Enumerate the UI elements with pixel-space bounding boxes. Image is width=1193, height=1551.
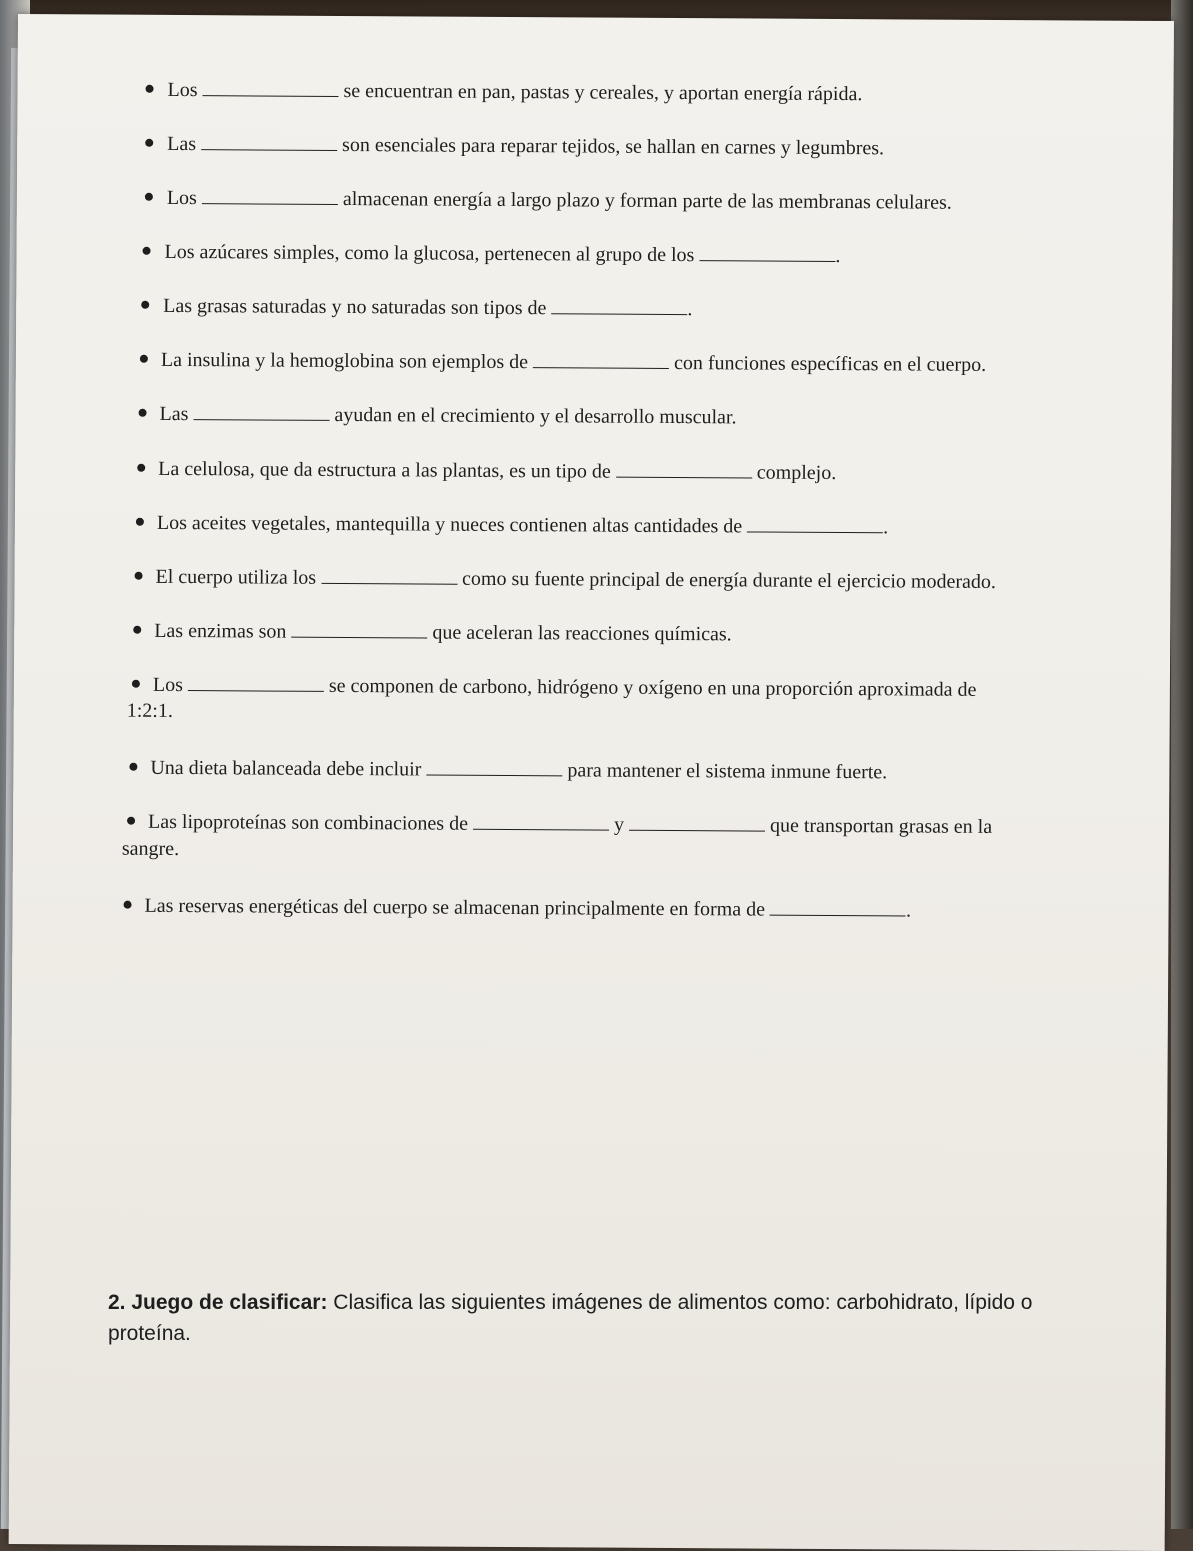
section-text: Clasifica las siguientes imágenes de alimentos como: carbohidrato, lípido o proteína.: [108, 1291, 1033, 1345]
list-item: [164, 241, 840, 268]
item-text-after: almacenan energía a largo plazo y forman parte de las membranas celulares.: [342, 187, 952, 214]
answer-blank[interactable]: [201, 148, 337, 151]
item-text-before: Las lipoproteínas son combinaciones de: [148, 810, 469, 835]
background-right: [1171, 0, 1193, 1529]
answer-blank[interactable]: [291, 636, 427, 639]
item-text-before: Las: [159, 402, 189, 426]
list-item: [144, 895, 911, 923]
answer-blank[interactable]: [747, 530, 883, 533]
answer-blank[interactable]: [533, 366, 669, 369]
item-text-before: Las grasas saturadas y no saturadas son tipos de: [163, 294, 547, 320]
item-text-before: La celulosa, que da estructura a las plantas, es un tipo de: [158, 457, 611, 483]
list-item: [155, 566, 995, 594]
item-text-middle: y: [613, 813, 625, 836]
answer-blank[interactable]: [616, 476, 752, 479]
list-item: [167, 187, 952, 215]
item-text-after: .: [835, 244, 841, 268]
item-text-before: El cuerpo utiliza los: [155, 565, 317, 589]
list-item: [157, 512, 888, 539]
bullet: [141, 301, 149, 309]
item-text-before: Los aceites vegetales, mantequilla y nueces contienen altas cantidades de: [156, 511, 743, 538]
answer-blank[interactable]: [473, 828, 609, 831]
item-text-after: que transportan grasas en la: [769, 814, 993, 838]
bullet: [143, 247, 151, 255]
item-text-after: para mantener el sistema inmune fuerte.: [567, 759, 888, 784]
item-text-after: ayudan en el crecimiento y el desarrollo muscular.: [334, 403, 737, 429]
item-text-after: se encuentran en pan, pastas y cereales, y aportan energía rápida.: [343, 79, 863, 106]
item-text-before: Las enzimas son: [154, 619, 287, 643]
section-heading: Juego de clasificar:: [131, 1291, 328, 1314]
list-item: [159, 403, 736, 430]
list-item: [153, 674, 977, 702]
item-text-after: complejo.: [756, 461, 837, 485]
item-text-before: Los: [152, 673, 183, 697]
item-text-after: como su fuente principal de energía durante el ejercicio moderado.: [462, 567, 996, 593]
list-item: [161, 349, 986, 377]
item-text-after: .: [905, 899, 912, 922]
bullet: [127, 817, 135, 825]
answer-blank[interactable]: [770, 914, 906, 917]
list-item: [167, 133, 884, 160]
list-item: [158, 458, 836, 485]
item-text-after: con funciones específicas en el cuerpo.: [673, 352, 987, 376]
bullet: [135, 572, 143, 580]
section-number: 2.: [108, 1291, 126, 1314]
answer-blank[interactable]: [202, 202, 338, 205]
item-text-before: Una dieta balanceada debe incluir: [150, 756, 422, 781]
list-item: [163, 295, 692, 321]
answer-blank[interactable]: [629, 829, 765, 832]
item-text-before: Las: [167, 132, 197, 156]
answer-blank[interactable]: [203, 94, 339, 97]
bullet: [129, 763, 137, 771]
item-text-before: Las reservas energéticas del cuerpo se almacenan principalmente en forma de: [144, 894, 766, 921]
bullet: [140, 355, 148, 363]
item-text-after: .: [883, 516, 889, 539]
answer-blank[interactable]: [188, 689, 324, 692]
item-text-after: se componen de carbono, hidrógeno y oxígeno en una proporción aproximada de: [328, 674, 977, 701]
list-item: [167, 79, 862, 106]
bullet: [132, 680, 140, 688]
item-text-before: Los: [167, 78, 198, 102]
bullet: [145, 193, 153, 201]
item-text-after: .: [687, 298, 693, 321]
item-text-before: La insulina y la hemoglobina son ejemplos de: [160, 348, 529, 374]
section-2-instructions: [108, 1287, 1098, 1349]
list-item: [150, 757, 887, 785]
answer-blank[interactable]: [426, 774, 562, 777]
bullet: [133, 626, 141, 634]
answer-blank[interactable]: [193, 418, 329, 421]
item-text-before: Los: [166, 186, 197, 210]
list-item-continuation: 1:2:1.: [126, 699, 173, 722]
bullet: [145, 139, 153, 147]
answer-blank[interactable]: [699, 259, 835, 262]
list-item: [154, 620, 732, 647]
answer-blank[interactable]: [551, 312, 687, 315]
item-text-before: Los azúcares simples, como la glucosa, pertenecen al grupo de los: [164, 240, 695, 267]
item-text-after: son esenciales para reparar tejidos, se hallan en carnes y legumbres.: [342, 133, 885, 160]
bullet: [137, 464, 145, 472]
bullet: [124, 901, 132, 909]
answer-blank[interactable]: [321, 582, 457, 585]
item-text-after: que aceleran las reacciones químicas.: [432, 621, 732, 646]
bullet: [146, 85, 154, 93]
bullet: [139, 409, 147, 417]
bullet: [136, 518, 144, 526]
list-item: [148, 811, 992, 839]
list-item-continuation: sangre.: [121, 837, 180, 860]
